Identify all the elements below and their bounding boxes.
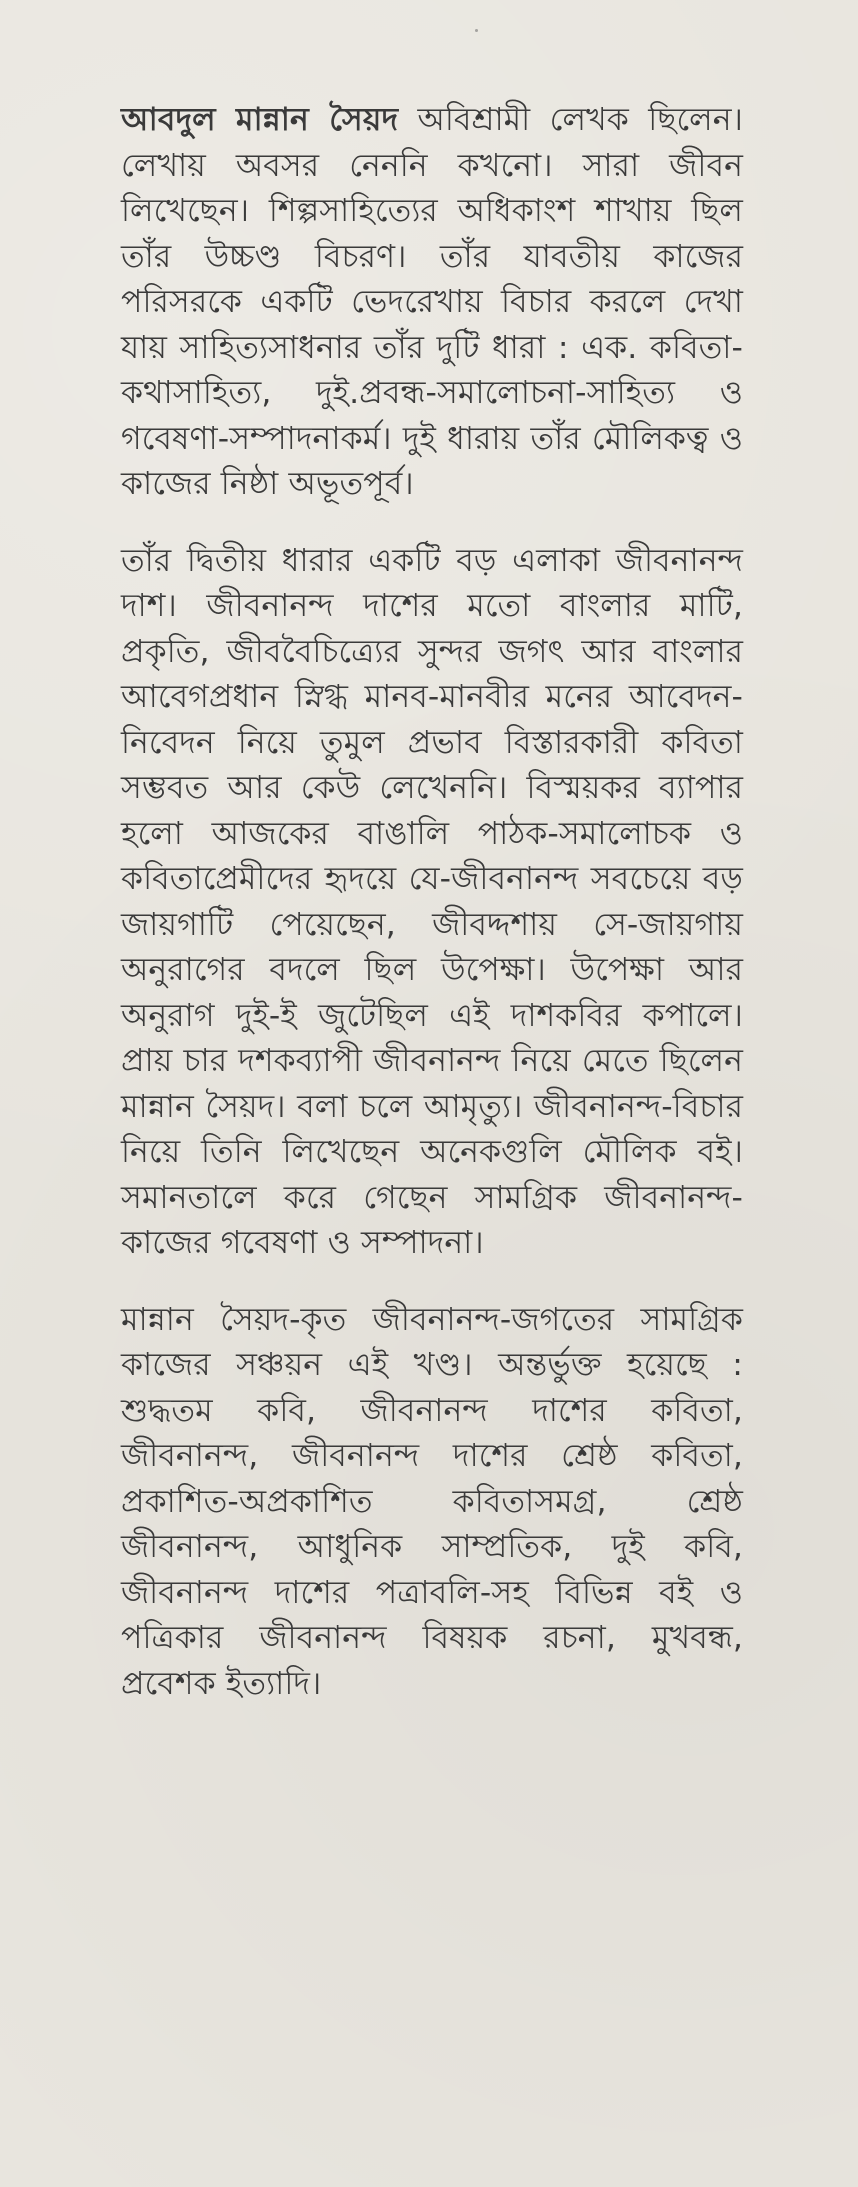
- paragraph-jibanananda: তাঁর দ্বিতীয় ধারার একটি বড় এলাকা জীবনানন্দ দাশ। জীবনানন্দ দাশের মতো বাংলার মাটি, প্রকৃতি, জীববৈচিত্র্যের সুন্দর জগৎ আর বাংলার আবেগপ্রধান স্নিগ্ধ মানব-মানবীর মনের আবেদন-নিবেদন নিয়ে তুমুল প্রভাব বিস্তারকারী কবিতা সম্ভবত আর কেউ লেখেননি। বিস্ময়কর ব্যাপার হলো আজকের বাঙালি পাঠক-সমালোচক ও কবিতাপ্রেমীদের হৃদয়ে যে-জীবনানন্দ সবচেয়ে বড় জায়গাটি পেয়েছেন, জীবদ্দশায় সে-জায়গায় অনুরাগের বদলে ছিল উপেক্ষা। উপেক্ষা আর অনুরাগ দুই-ই জুটেছিল এই দাশকবির কপালে। প্রায় চার দশকব্যাপী জীবনানন্দ নিয়ে মেতে ছিলেন মান্নান সৈয়দ। বলা চলে আমৃত্যু। জীবনানন্দ-বিচার নিয়ে তিনি লিখেছেন অনেকগুলি মৌলিক বই। সমানতালে করে গেছেন সামগ্রিক জীবনানন্দ-কাজের গবেষণা ও সম্পাদনা।: [121, 542, 743, 1261]
- paragraph-intro: [121, 98, 743, 508]
- intro-text: অবিশ্রামী লেখক ছিলেন। লেখায় অবসর নেননি কখনো। সারা জীবন লিখেছেন। শিল্পসাহিত্যের অধিকাংশ শাখায় ছিল তাঁর উচ্চণ্ড বিচরণ। তাঁর যাবতীয় কাজের পরিসরকে একটি ভেদরেখায় বিচার করলে দেখা যায় সাহিত্যসাধনার তাঁর দুটি ধারা : এক. কবিতা-কথাসাহিত্য, দুই.প্রবন্ধ-সমালোচনা-সাহিত্য ও গবেষণা-সম্পাদনাকর্ম। দুই ধারায় তাঁর মৌলিকত্ব ও কাজের নিষ্ঠা অভূতপূর্ব।: [121, 102, 744, 502]
- paragraph-contents: মান্নান সৈয়দ-কৃত জীবনানন্দ-জগতের সামগ্রিক কাজের সঞ্চয়ন এই খণ্ড। অন্তর্ভুক্ত হয়েছে : শুদ্ধতম কবি, জীবনানন্দ দাশের কবিতা, জীবনানন্দ, জীবনানন্দ দাশের শ্রেষ্ঠ কবিতা, প্রকাশিত-অপ্রকাশিত কবিতাসমগ্র, শ্রেষ্ঠ জীবনানন্দ, আধুনিক সাম্প্রতিক, দুই কবি, জীবনানন্দ দাশের পত্রাবলি-সহ বিভিন্ন বই ও পত্রিকার জীবনানন্দ বিষয়ক রচনা, মুখবন্ধ, প্রবেশক ইত্যাদি।: [121, 1301, 743, 1702]
- author-name: আবদুল মান্নান সৈয়দ: [121, 102, 399, 138]
- paper-speck: [475, 29, 478, 32]
- text-column: [121, 98, 743, 1707]
